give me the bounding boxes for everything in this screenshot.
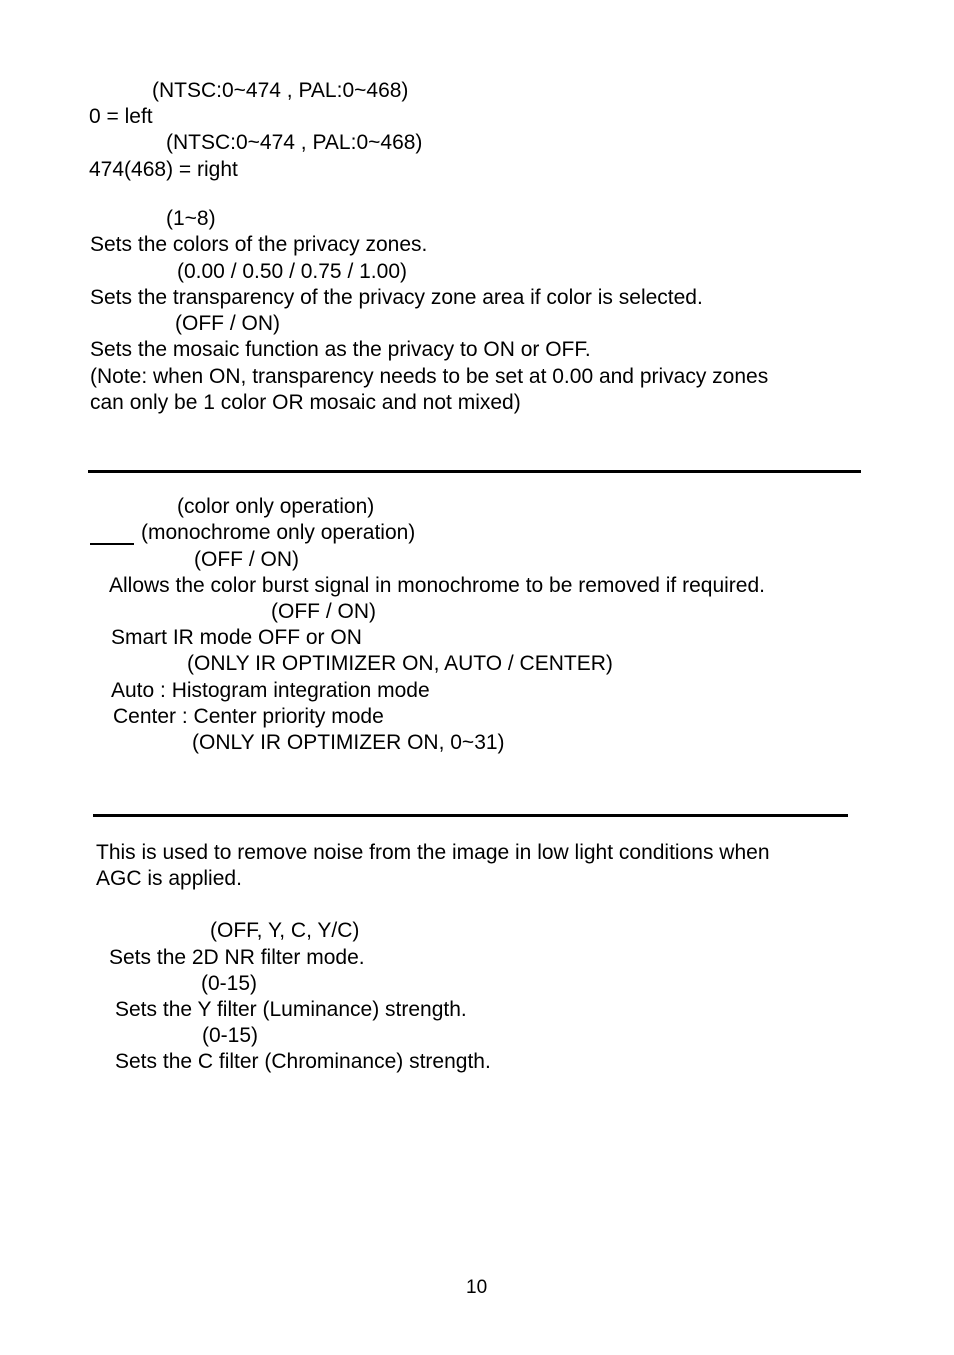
c-filter-desc: Sets the C filter (Chrominance) strength. bbox=[115, 1050, 491, 1073]
section-divider-2 bbox=[93, 814, 848, 817]
ir-mode-range: (ONLY IR OPTIMIZER ON, AUTO / CENTER) bbox=[187, 652, 613, 675]
color-desc: Sets the colors of the privacy zones. bbox=[90, 233, 428, 256]
mosaic-range: (OFF / ON) bbox=[175, 312, 280, 335]
mosaic-desc: Sets the mosaic function as the privacy to ON or OFF. bbox=[90, 338, 591, 361]
h-end-desc: 474(468) = right bbox=[89, 158, 238, 181]
nr-intro-line-2: AGC is applied. bbox=[96, 867, 242, 890]
color-only-op: (color only operation) bbox=[177, 495, 375, 518]
page-number: 10 bbox=[466, 1277, 488, 1298]
note-line-1: (Note: when ON, transparency needs to be set at 0.00 and privacy zones bbox=[90, 365, 769, 388]
ir-level-range: (ONLY IR OPTIMIZER ON, 0~31) bbox=[192, 731, 505, 754]
h-start-range: (NTSC:0~474 , PAL:0~468) bbox=[152, 79, 409, 102]
y-filter-desc: Sets the Y filter (Luminance) strength. bbox=[115, 998, 467, 1021]
color-range: (1~8) bbox=[166, 207, 216, 230]
c-filter-range: (0-15) bbox=[202, 1024, 259, 1047]
ir-desc: Smart IR mode OFF or ON bbox=[111, 626, 362, 649]
note-line-2: can only be 1 color OR mosaic and not mixed) bbox=[90, 391, 521, 414]
section-divider-1 bbox=[88, 470, 861, 473]
transparency-desc: Sets the transparency of the privacy zone area if color is selected. bbox=[90, 286, 703, 309]
burst-range: (OFF / ON) bbox=[194, 548, 299, 571]
center-desc: Center : Center priority mode bbox=[113, 705, 384, 728]
nr-mode-range: (OFF, Y, C, Y/C) bbox=[210, 919, 360, 942]
ir-range: (OFF / ON) bbox=[271, 600, 376, 623]
mono-only-op: (monochrome only operation) bbox=[141, 521, 416, 544]
underline-blank bbox=[90, 543, 134, 545]
burst-desc: Allows the color burst signal in monochrome to be removed if required. bbox=[109, 574, 765, 597]
transparency-range: (0.00 / 0.50 / 0.75 / 1.00) bbox=[177, 260, 407, 283]
nr-intro-line-1: This is used to remove noise from the image in low light conditions when bbox=[96, 841, 770, 864]
nr-mode-desc: Sets the 2D NR filter mode. bbox=[109, 946, 365, 969]
h-end-range: (NTSC:0~474 , PAL:0~468) bbox=[166, 131, 423, 154]
y-filter-range: (0-15) bbox=[201, 972, 258, 995]
h-start-desc: 0 = left bbox=[89, 105, 153, 128]
auto-desc: Auto : Histogram integration mode bbox=[111, 679, 430, 702]
